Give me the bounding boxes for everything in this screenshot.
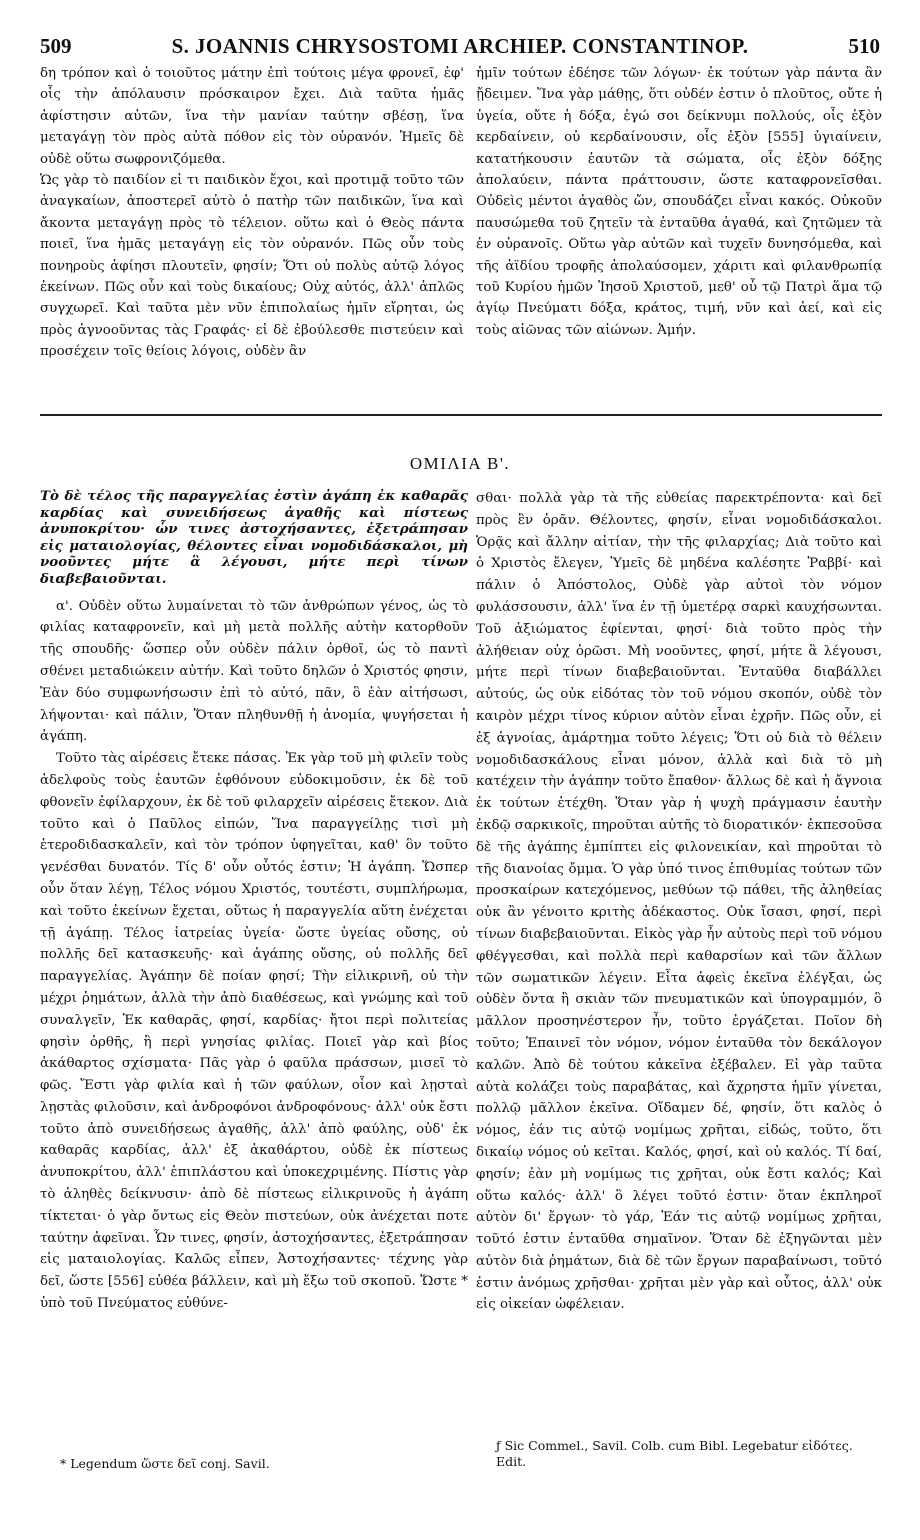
section-divider: [40, 414, 882, 416]
page-header: [40, 34, 880, 60]
scripture-lemma: Τὸ δὲ τέλος τῆς παραγγελίας ἐστὶν ἀγάπη ἐκ καθαρᾶς καρδίας καὶ συνειδήσεως ἀγαθῆς καὶ πίστεως ἀνυποκρίτου· ὧν τινες ἀστοχήσαντες, ἐξετράπησαν εἰς ματαιολογίας, θέλοντες εἶναι νομοδιδάσκαλοι, μὴ νοοῦντες μήτε ἃ λέγουσι, μήτε περὶ τίνων διαβεβαιοῦνται.: [40, 488, 468, 587]
paragraph: δη τρόπον καὶ ὁ τοιοῦτος μάτην ἐπὶ τούτοις μέγα φρονεῖ, ἐφ' οἷς τὴν ἀπόλαυσιν πρόσκαιρον ἔχει. Διὰ ταῦτα ἡμᾶς ἀφίστησιν αὐτῶν, ἵνα τὴν μανίαν ταύτην σβέσῃ, ἵνα μεταγάγῃ τὸν πρὸς αὐτὰ πόθον εἰς τὸν οὐρανόν. Ἡμεῖς δὲ οὐδὲ οὕτω σωφρονιζόμεθα.: [40, 66, 464, 167]
footnote-right: ƒ Sic Commel., Savil. Colb. cum Bibl. Legebatur εἰδότες. Edit.: [496, 1438, 853, 1469]
homily-title: ΟΜΙΛΙΑ Β'.: [409, 454, 511, 473]
top-left-column: [40, 63, 464, 389]
paragraph: ἡμῖν τούτων ἐδέησε τῶν λόγων· ἐκ τούτων γὰρ πάντα ἂν ᾔδειμεν. Ἵνα γὰρ μάθῃς, ὅτι οὐδέν ἐστιν ὁ πλοῦτος, οὔτε ἡ ὑγεία, οὔτε ἡ δόξα, ἐγώ σοι δείκνυμι πολλούς, οἷς ἐξὸν κερδαίνειν, οὐ κερδαίνουσιν, οἷς ἐξὸν [555] ὑγιαίνειν, κατατήκουσιν ἑαυτῶν τὰ σώματα, οἷς ἐξὸν δόξης ἀπολαύειν, πάντα πράττουσιν, ὥστε καταφρονεῖσθαι. Οὐδεὶς μέντοι ἀγαθὸς ὤν, σπουδάζει εἶναι κακός. Οὐκοῦν παυσώμεθα τοῦ ζητεῖν τὰ ἐνταῦθα ἀγαθά, καὶ ζητῶμεν τὰ ἐν οὐρανοῖς. Οὕτω γὰρ αὐτῶν καὶ τυχεῖν δυνησόμεθα, καὶ τῆς ἀϊδίου τροφῆς ἀπολαύσομεν, χάριτι καὶ φιλανθρωπίᾳ τοῦ Κυρίου ἡμῶν Ἰησοῦ Χριστοῦ, μεθ' οὗ τῷ Πατρὶ ἅμα τῷ ἁγίῳ Πνεύματι δόξα, κράτος, τιμή, νῦν καὶ ἀεί, καὶ εἰς τοὺς αἰῶνας τῶν αἰώνων. Ἀμήν.: [476, 66, 882, 338]
paragraph: σθαι· πολλὰ γὰρ τὰ τῆς εὐθείας παρεκτρέποντα· καὶ δεῖ πρὸς ἓν ὁρᾶν. Θέλοντες, φησίν, εἶναι νομοδιδάσκαλοι. Ὁρᾷς καὶ ἄλλην αἰτίαν, τὴν τῆς φιλαρχίας; Διὰ τοῦτο καὶ ὁ Χριστὸς ἔλεγεν, Ὑμεῖς δὲ μηδένα καλέσητε Ῥαββί· καὶ πάλιν ὁ Ἀπόστολος, Οὐδὲ γὰρ αὐτοὶ τὸν νόμον φυλάσσουσιν, ἀλλ' ἵνα ἐν τῇ ὑμετέρᾳ σαρκὶ καυχήσωνται. Τοῦ ἀξιώματος ἐφίενται, φησί· διὰ τοῦτο πρὸς τὴν ἀλήθειαν οὐχ ὁρῶσι. Μὴ νοοῦντες, φησί, μήτε ἃ λέγουσι, μήτε περὶ τίνων διαβεβαιοῦνται. Ἐνταῦθα διαβάλλει αὐτούς, ὡς οὐκ εἰδότας τὸν τοῦ νόμου σκοπόν, οὐδὲ τὸν καιρὸν μέχρι τίνος κύριον αὐτὸν εἶναι ἐχρῆν. Πῶς οὖν, εἰ ἐξ ἀγνοίας, ἁμάρτημα τοῦτο λέγεις; Ὅτι οὐ διὰ τὸ θέλειν νομοδιδασκάλους εἶναι μόνον, ἀλλὰ καὶ διὰ τὸ μὴ κατέχειν τὴν ἀγάπην τοῦτο ἔπαθον· ἄλλως δὲ καὶ ἡ ἄγνοια ἐκ τούτων ἐτέχθη. Ὅταν γὰρ ἡ ψυχὴ πράγμασιν ἑαυτὴν ἐκδῷ σαρκικοῖς, πηροῦται αὐτῆς τὸ διορατικόν· ἐκπεσοῦσα δὲ τῆς ἀγάπης ἐμπίπτει εἰς φιλονεικίαν, καὶ πηροῦται τὸ τῆς διανοίας ὄμμα. Ὁ γὰρ ὑπό τινος ἐπιθυμίας τούτων τῶν προσκαίρων κατεχόμενος, μεθύων τῷ πάθει, τῆς ἀληθείας οὐκ ἂν γένοιτο κριτὴς ἀδέκαστος. Οὐκ ἴσασι, φησί, περὶ τίνων διαβεβαιοῦνται. Εἰκὸς γὰρ ἦν αὐτοὺς περὶ τοῦ νόμου φθέγγεσθαι, καὶ πολλὰ περὶ καθαρσίων καὶ τῶν ἄλλων τῶν σωματικῶν λέγειν. Εἶτα ἀφεὶς ἐκεῖνα ἐλέγξαι, ὡς οὐδὲν ὄντα ἢ σκιὰν τῶν πνευματικῶν καὶ ὑπογραμμόν, ὃ μᾶλλον προσηνέστερον ἦν, τοῦτο ἐργάζεται. Ποῖον δὴ τοῦτο; Ἐπαινεῖ τὸν νόμον, νόμον ἐνταῦθα τὸν δεκάλογον καλῶν. Ἀπὸ δὲ τούτου κἀκεῖνα ἐξέβαλεν. Εἰ γὰρ ταῦτα αὐτὰ κολάζει τοὺς παραβάτας, καὶ ἄχρηστα ἡμῖν γίνεται, πολλῷ μᾶλλον ἐκεῖνα. Οἴδαμεν δέ, φησίν, ὅτι καλὸς ὁ νόμος, ἐάν τις αὐτῷ νομίμως χρῆται, εἰδώς, τοῦτο, ὅτι δικαίῳ νόμος οὐ κεῖται. Καλός, φησί, καὶ οὐ καλός. Τί δαί, φησίν; ἐὰν μὴ νομίμως τις χρῆται, οὐκ ἔστι καλός; Καὶ οὕτω καλός· ἀλλ' ὃ λέγει τοῦτό ἐστιν· ὅταν ἐκπληροῖ αὐτὸν δι' ἔργων· τὸ γάρ, Ἐάν τις αὐτῷ νομίμως χρῆται, τοῦτό ἐστιν ἐνταῦθα σημαῖνον. Ὅταν δὲ ἐξηγῶνται μὲν αὐτὸν διὰ ῥημάτων, διὰ δὲ τῶν ἔργων παραβαίνωσι, τοῦτό ἐστιν ἀνόμως χρῆσθαι· χρῆται μὲν γὰρ καὶ οὗτος, ἀλλ' οὐκ εἰς οἰκείαν ὠφέλειαν.: [476, 491, 882, 1313]
bottom-left-column: [40, 488, 468, 1448]
page-number-right: 510: [848, 34, 880, 58]
page-number-left: 509: [40, 34, 72, 58]
paragraph: α'. Οὐδὲν οὕτω λυμαίνεται τὸ τῶν ἀνθρώπων γένος, ὡς τὸ φιλίας καταφρονεῖν, καὶ μὴ μετὰ πολλῆς αὐτὴν κατορθοῦν τῆς σπουδῆς· ὥσπερ οὖν οὐδὲν πάλιν ὀρθοῖ, ὡς τὸ παντὶ σθένει μεταδιώκειν αὐτήν. Καὶ τοῦτο δηλῶν ὁ Χριστός φησιν, Ἐὰν δύο συμφωνήσωσιν ἐπὶ τὸ αὐτό, πᾶν, ὃ ἐὰν αἰτήσωσι, λήψονται· καὶ πάλιν, Ὅταν πληθυνθῇ ἡ ἀνομία, ψυγήσεται ἡ ἀγάπη.: [40, 598, 468, 745]
footnote-left: * Legendum ὥστε δεῖ conj. Savil.: [60, 1456, 270, 1471]
paragraph: Ὡς γὰρ τὸ παιδίον εἰ τι παιδικὸν ἔχοι, καὶ προτιμᾷ τοῦτο τῶν ἀναγκαίων, ἀποστερεῖ αὐτὸ ὁ πατὴρ τῶν παιδικῶν, ἵνα καὶ ἄκοντα μεταγάγῃ πρὸς τὸ τέλειον. οὕτω καὶ ὁ Θεὸς πάντα ποιεῖ, ἵνα ἡμᾶς μεταγάγῃ εἰς τὸν οὐρανόν. Πῶς οὖν τοὺς πονηροὺς ἀφίησι πλουτεῖν, φησίν; Ὅτι οὐ πολὺς αὐτῷ λόγος ἐκείνων. Πῶς οὖν καὶ τοὺς δικαίους; Οὐχ αὐτός, ἀλλ' ἁπλῶς συγχωρεῖ. Καὶ ταῦτα μὲν νῦν ἐπιπολαίως ἡμῖν εἴρηται, ὡς πρὸς ἀγνοοῦντας τὰς Γραφάς· εἰ δὲ ἐβούλεσθε πιστεύειν καὶ προσέχειν τοῖς θείοις λόγοις, οὐδὲν ἂν: [40, 173, 464, 360]
top-right-column: [476, 63, 882, 389]
paragraph: Τοῦτο τὰς αἱρέσεις ἔτεκε πάσας. Ἐκ γὰρ τοῦ μὴ φιλεῖν τοὺς ἀδελφοὺς τοὺς ἑαυτῶν ἐφθόνουν εὐδοκιμοῦσιν, ἐκ δὲ τοῦ φθονεῖν ἐφίλαρχουν, ἐκ δὲ τοῦ φιλαρχεῖν αἱρέσεις ἔτεκον. Διὰ τοῦτο καὶ ὁ Παῦλος εἰπών, Ἵνα παραγγείλῃς τισὶ μὴ ἑτεροδιδασκαλεῖν, καὶ τὸν τρόπον ὑφηγεῖται, καθ' ὃν τοῦτο γενέσθαι δυνατόν. Τίς δ' οὗν οὗτός ἐστιν; Ἡ ἀγάπη. Ὥσπερ οὖν ὅταν λέγῃ, Τέλος νόμου Χριστός, τουτέστι, συμπλήρωμα, καὶ τοῦτο ἐκείνων ἔχεται, οὕτως ἡ παραγγελία αὕτη ἐνέχεται τῇ ἀγάπῃ. Τέλος ἰατρείας ὑγεία· ὥστε ὑγείας οὔσης, οὐ πολλῆς δεῖ κατασκευῆς· καὶ ἀγάπης οὔσης, οὐ πολλῆς δεῖ παραγγελίας. Ἀγάπην δὲ ποίαν φησί; Τὴν εἰλικρινῆ, οὐ τὴν μέχρι ῥημάτων, ἀλλὰ τὴν ἀπὸ διαθέσεως, καὶ γνώμης καὶ τοῦ συναλγεῖν, Ἐκ καθαρᾶς, φησί, καρδίας· ἤτοι περὶ πολιτείας φησὶν ὀρθῆς, ἢ περὶ γνησίας φιλίας. Ποιεῖ γὰρ καὶ βίος ἀκάθαρτος σχίσματα· Πᾶς γὰρ ὁ φαῦλα πράσσων, μισεῖ τὸ φῶς. Ἔστι γὰρ φιλία καὶ ἡ τῶν φαύλων, οἷον καὶ λῃσταὶ λῃστὰς φιλοῦσιν, καὶ ἀνδροφόνοι ἀνδροφόνους· ἀλλ' οὐκ ἔστι τοῦτο ἀπὸ συνειδήσεως ἀγαθῆς, ἀλλ' ἀπὸ φαύλης, οὐδ' ἐκ καθαρᾶς καρδίας, ἀλλ' ἐξ ἀκαθάρτου, οὐδὲ ἐκ πίστεως ἀνυποκρίτου, ἀλλ' ἐπιπλάστου καὶ ὑποκεχριμένης. Πίστις γὰρ τὸ ἀληθὲς δείκνυσιν· ἀπὸ δὲ πίστεως εἰλικρινοῦς ἡ ἀγάπη τίκτεται· ὁ γὰρ ὄντως εἰς Θεὸν πιστεύων, οὐκ ἀνέχεται ποτε ταύτην ἀφεῖναι. Ὧν τινες, φησίν, ἀστοχήσαντες, ἐξετράπησαν εἰς ματαιολογίας. Καλῶς εἶπεν, Ἀστοχήσαντες· τέχνης γὰρ δεῖ, ὥστε [556] εὐθέα βάλλειν, καὶ μὴ ἔξω τοῦ σκοποῦ. Ὥστε * ὑπὸ τοῦ Πνεύματος εὐθύνε-: [40, 751, 468, 1312]
running-title: S. JOANNIS CHRYSOSTOMI ARCHIEP. CONSTANTINOP.: [171, 34, 749, 58]
bottom-right-column: [476, 488, 882, 1448]
